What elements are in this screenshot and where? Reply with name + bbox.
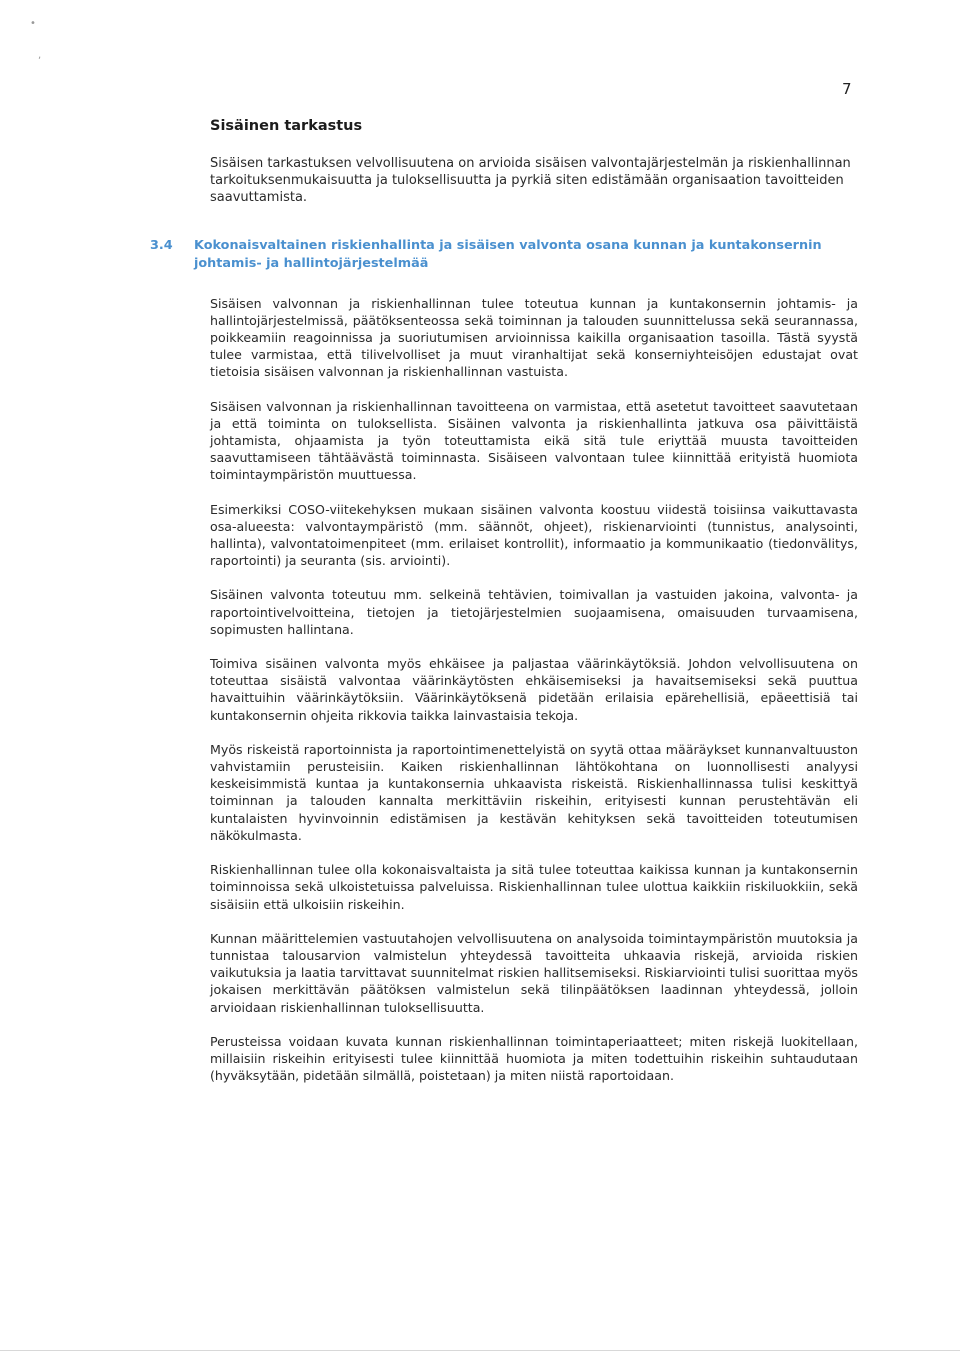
scan-speck-side: , bbox=[38, 50, 42, 61]
subsection-number: 3.4 bbox=[150, 237, 173, 253]
subsection-heading bbox=[150, 237, 850, 273]
paragraph: Toimiva sisäinen valvonta myös ehkäisee ja paljastaa väärinkäytöksiä. Johdon velvollisuutena on toteuttaa sisäistä valvontaa väärinkäytösten ehkäisemiseksi ja havaitsemiseksi sekä puuttua havaittuihin väärinkäytöksiin. Väärinkäytöksenä pidetään erilaisia epärehellisiä, epäeettisiä tai kuntakonsernin ohjeita rikkovia taikka lainvastaisia tekoja. bbox=[210, 656, 858, 723]
paragraph: Sisäinen valvonta toteutuu mm. selkeinä tehtävien, toimivallan ja vastuiden jakoina, valvonta- ja raportointivelvoitteina, tietojen ja tietojärjestelmien suojaamisena, omaisuuden turvaamisena, sopimusten hallintana. bbox=[210, 587, 858, 637]
intro-paragraph: Sisäisen tarkastuksen velvollisuutena on arvioida sisäisen valvontajärjestelmän ja riskienhallinnan tarkoituksenmukaisuutta ja tuloksellisuutta ja pyrkiä siten edistämään organisaation tavoitteiden saavuttamista. bbox=[210, 156, 851, 206]
document-body bbox=[150, 116, 858, 1101]
paragraph: Esimerkiksi COSO-viitekehyksen mukaan sisäinen valvonta koostuu viidestä toisiinsa vaikuttavasta osa-alueesta: valvontaympäristö (mm. säännöt, ohjeet), riskienarviointi (tunnistus, analysointi, hallinta), valvontatoimenpiteet (mm. erilaiset kontrollit), informaatio ja kommunikaatio (tiedonvälitys, raportointi) ja seuranta (sis. arviointi). bbox=[210, 501, 858, 569]
paragraph: Sisäisen valvonnan ja riskienhallinnan tulee toteutua kunnan ja kuntakonsernin johtamis- ja hallintojärjestelmissä, päätöksenteossa sekä toiminnan ja talouden suunnittelussa sekä seurannassa, poikkeamiin reagoinnissa ja suoriutumisen arvioinnissa kaikilla organisaation tasoilla. Tästä syystä tulee varmistaa, että tilivelvolliset ja muut viranhaltijat sekä konserniyhteisöjen edustajat ovat tietoisia sisäisen valvonnan ja riskienhallinnan vastuista. bbox=[210, 295, 858, 380]
scan-speck-top: • bbox=[30, 18, 36, 29]
page-number: 7 bbox=[842, 80, 852, 98]
scan-edge-line bbox=[0, 1350, 960, 1351]
subsection-title: Kokonaisvaltainen riskienhallinta ja sisäisen valvonta osana kunnan ja kuntakonsernin johtamis- ja hallintojärjestelmää bbox=[194, 237, 822, 271]
section-title: Sisäinen tarkastus bbox=[210, 118, 363, 134]
paragraph: Myös riskeistä raportoinnista ja raportointimenettelyistä on syytä ottaa määräykset kunnanvaltuuston vahvistamiin perusteisiin. Kaiken riskienhallinnan lähtökohtana on luonnollisesti analyysi keskeisimmistä kuntaa ja kuntakonsernia uhkaavista riskeistä. Riskienhallinnassa tulisi keskittyä toiminnan ja talouden kannalta merkittäviin riskeihin, erityisesti kunnan perustehtävän eli kuntalaisten hyvinvoinnin edistämisen ja kestävän kehityksen sekä tavoitteiden toteutumisen näkökulmasta. bbox=[210, 741, 858, 843]
paragraph: Sisäisen valvonnan ja riskienhallinnan tavoitteena on varmistaa, että asetetut tavoitteet saavutetaan ja että toiminta on tuloksellista. Sisäinen valvonta ja riskienhallinta jatkuva osa päivittäistä johtamista, ohjaamista ja työn toteuttamista eikä sitä tule eriyttää muusta tavoitteiden saavuttamiseen tähtäävästä toiminnasta. Sisäiseen valvontaan tulee kiinnittää erityistä huomiota toimintaympäristön muuttuessa. bbox=[210, 398, 858, 483]
paragraph: Riskienhallinnan tulee olla kokonaisvaltaista ja sitä tulee toteuttaa kaikissa kunnan ja kuntakonsernin toiminnoissa sekä ulkoistetuissa palveluissa. Riskienhallinnan tulee ulottua kaikkiin riskiluokkiin, sekä sisäisiin että ulkoisiin riskeihin. bbox=[210, 862, 858, 912]
paragraph: Perusteissa voidaan kuvata kunnan riskienhallinnan toimintaperiaatteet; miten riskejä luokitellaan, millaisiin riskeihin erityisesti tulee kiinnittää huomiota ja miten todettuihin riskeihin suhtaudutaan (hyväksytään, pidetään silmällä, poistetaan) ja miten niistä raportoidaan. bbox=[210, 1033, 858, 1084]
paragraph: Kunnan määrittelemien vastuutahojen velvollisuutena on analysoida toimintaympäristön muutoksia ja tunnistaa talousarvion valmistelun yhteydessä tavoitteita uhkaavia riskejä, arvioida riskien vaikutuksia ja laatia tarvittavat suunnitelmat riskien hallitsemiseksi. Riskiarviointi tulisi suorittaa myös jokaisen merkittävän päätöksen valmistelun sekä tilinpäätöksen laadinnan yhteydessä, jolloin arvioidaan riskienhallinnan tuloksellisuutta. bbox=[210, 930, 858, 1015]
